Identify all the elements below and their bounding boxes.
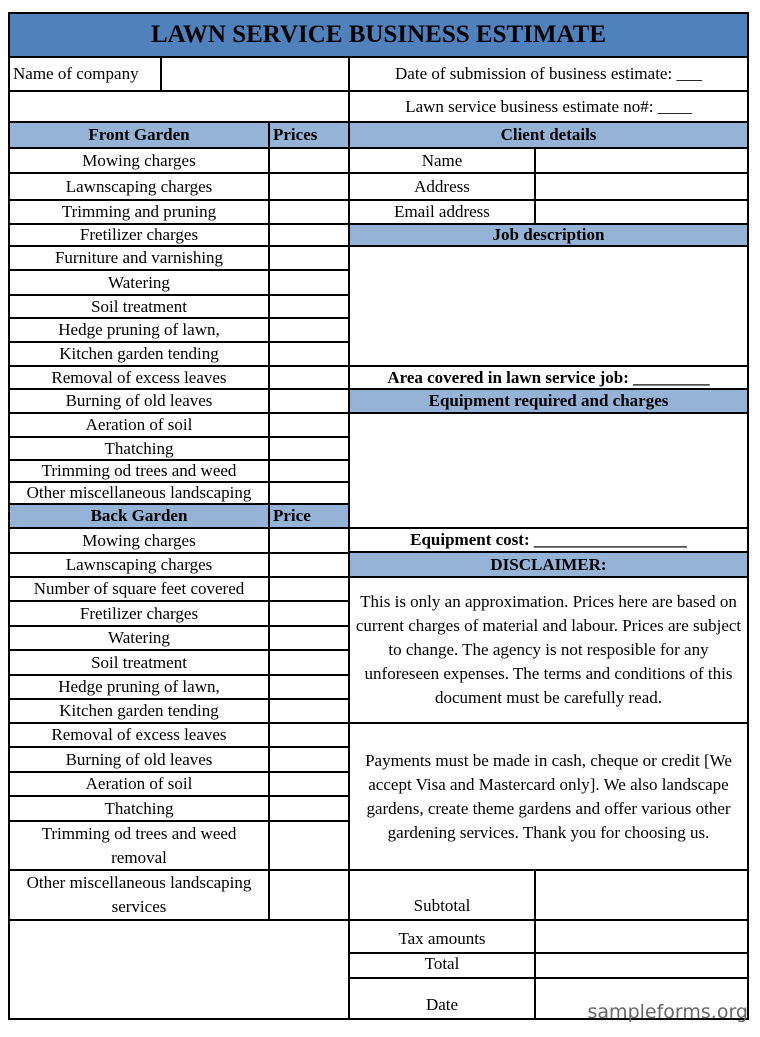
disclaimer-text: This is only an approximation. Prices here are based on current charges of material and labour. Prices are subject to change. The agency is not resposible for any unforeseen expenses. The terms and conditions of this document must be carefully read. (348, 576, 749, 724)
company-label: Name of company (8, 56, 162, 92)
front-item-label: Furniture and varnishing (8, 245, 270, 271)
back-item-label: Trimming od trees and weed removal (8, 820, 270, 871)
form-title: LAWN SERVICE BUSINESS ESTIMATE (8, 12, 749, 58)
back-item-price-input[interactable] (268, 649, 350, 676)
back-item-price-input[interactable] (268, 600, 350, 627)
back-item-price-input[interactable] (268, 698, 350, 724)
front-item-label: Trimming and pruning (8, 199, 270, 225)
front-item-price-input[interactable] (268, 436, 350, 461)
front-item-label: Lawnscaping charges (8, 172, 270, 201)
front-item-price-input[interactable] (268, 481, 350, 505)
front-item-label: Trimming od trees and weed (8, 459, 270, 483)
back-item-price-input[interactable] (268, 869, 350, 921)
front-item-label: Aeration of soil (8, 412, 270, 438)
client-field-label: Address (348, 172, 536, 201)
subtotal-input[interactable] (534, 869, 749, 921)
back-item-price-input[interactable] (268, 527, 350, 554)
total-label: Total (348, 952, 536, 979)
tax-label: Tax amounts (348, 919, 536, 954)
front-item-price-input[interactable] (268, 388, 350, 414)
front-item-price-input[interactable] (268, 172, 350, 201)
job-description-input[interactable] (348, 245, 749, 367)
back-item-label: Lawnscaping charges (8, 552, 270, 578)
payment-text: Payments must be made in cash, cheque or credit [We accept Visa and Mastercard only]. We also landscape gardens, create theme gardens and offer various other gardening services. Thank you for choosing us. (348, 722, 749, 871)
back-item-price-input[interactable] (268, 820, 350, 871)
estimate-no-field[interactable]: Lawn service business estimate no#: ____ (348, 90, 749, 123)
back-item-label: Kitchen garden tending (8, 698, 270, 724)
equipment-cost-field[interactable]: Equipment cost: __________________ (348, 527, 749, 553)
back-item-price-input[interactable] (268, 576, 350, 602)
equipment-header: Equipment required and charges (348, 388, 749, 414)
front-item-label: Removal of excess leaves (8, 365, 270, 390)
blank-cell (8, 90, 350, 123)
front-item-price-input[interactable] (268, 269, 350, 296)
back-item-label: Fretilizer charges (8, 600, 270, 627)
area-covered-field[interactable]: Area covered in lawn service job: _________ (348, 365, 749, 390)
front-item-label: Mowing charges (8, 147, 270, 174)
back-item-price-input[interactable] (268, 625, 350, 651)
back-item-price-input[interactable] (268, 771, 350, 797)
front-item-label: Thatching (8, 436, 270, 461)
blank-cell (8, 919, 350, 1020)
front-item-price-input[interactable] (268, 412, 350, 438)
front-prices-header: Prices (268, 121, 350, 149)
back-item-label: Removal of excess leaves (8, 722, 270, 748)
date-label: Date (348, 977, 536, 1020)
back-item-label: Hedge pruning of lawn, (8, 674, 270, 700)
front-item-label: Fretilizer charges (8, 223, 270, 247)
back-item-label: Watering (8, 625, 270, 651)
front-item-label: Burning of old leaves (8, 388, 270, 414)
back-item-price-input[interactable] (268, 552, 350, 578)
back-garden-header: Back Garden (8, 503, 270, 529)
back-item-label: Soil treatment (8, 649, 270, 676)
back-item-price-input[interactable] (268, 722, 350, 748)
watermark: sampleforms.org (587, 1001, 748, 1023)
back-item-price-input[interactable] (268, 795, 350, 822)
back-item-price-input[interactable] (268, 746, 350, 773)
front-item-label: Other miscellaneous landscaping (8, 481, 270, 505)
client-field-input[interactable] (534, 172, 749, 201)
equipment-input[interactable] (348, 412, 749, 529)
front-item-price-input[interactable] (268, 317, 350, 343)
client-field-label: Name (348, 147, 536, 174)
client-field-label: Email address (348, 199, 536, 225)
tax-input[interactable] (534, 919, 749, 954)
front-item-price-input[interactable] (268, 294, 350, 319)
front-item-label: Watering (8, 269, 270, 296)
front-item-price-input[interactable] (268, 199, 350, 225)
back-item-label: Thatching (8, 795, 270, 822)
back-item-label: Burning of old leaves (8, 746, 270, 773)
front-item-price-input[interactable] (268, 147, 350, 174)
front-item-price-input[interactable] (268, 365, 350, 390)
job-description-header: Job description (348, 223, 749, 247)
back-item-label: Aeration of soil (8, 771, 270, 797)
disclaimer-header: DISCLAIMER: (348, 551, 749, 578)
front-item-price-input[interactable] (268, 341, 350, 367)
back-item-label: Number of square feet covered (8, 576, 270, 602)
front-item-price-input[interactable] (268, 223, 350, 247)
submission-date-field[interactable]: Date of submission of business estimate: ___ (348, 56, 749, 92)
front-item-price-input[interactable] (268, 245, 350, 271)
front-garden-header: Front Garden (8, 121, 270, 149)
back-item-price-input[interactable] (268, 674, 350, 700)
front-item-label: Hedge pruning of lawn, (8, 317, 270, 343)
front-item-price-input[interactable] (268, 459, 350, 483)
subtotal-label: Subtotal (348, 869, 536, 921)
company-input[interactable] (160, 56, 350, 92)
client-details-header: Client details (348, 121, 749, 149)
total-input[interactable] (534, 952, 749, 979)
front-item-label: Kitchen garden tending (8, 341, 270, 367)
client-field-input[interactable] (534, 199, 749, 225)
front-item-label: Soil treatment (8, 294, 270, 319)
back-price-header: Price (268, 503, 350, 529)
client-field-input[interactable] (534, 147, 749, 174)
back-item-label: Other miscellaneous landscaping services (8, 869, 270, 921)
back-item-label: Mowing charges (8, 527, 270, 554)
